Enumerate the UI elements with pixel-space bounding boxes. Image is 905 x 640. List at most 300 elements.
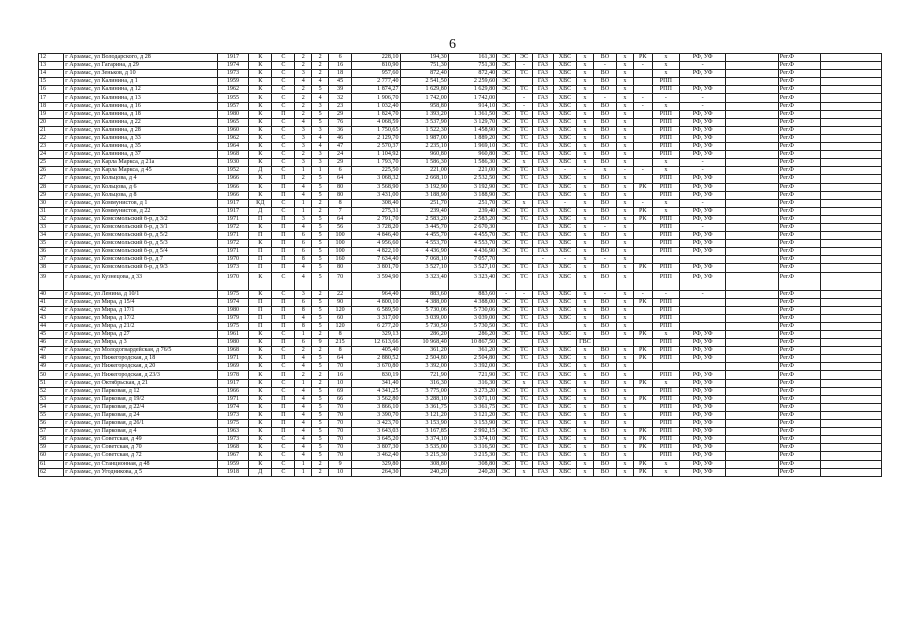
table-cell: 2 — [312, 468, 329, 476]
table-cell: х — [577, 151, 594, 159]
table-cell: К — [249, 223, 272, 231]
table-cell: 2 — [295, 371, 312, 379]
table-cell: ТС — [516, 298, 533, 306]
table-cell: х — [616, 347, 633, 355]
table-cell: ГАЗ — [532, 272, 553, 290]
table-cell — [633, 70, 652, 78]
table-cell: Рег.Ф — [778, 322, 820, 330]
table-row — [39, 240, 882, 248]
table-cell: 53 — [39, 395, 64, 403]
table-cell: ГАЗ — [532, 232, 553, 240]
table-cell: ВО — [593, 420, 616, 428]
table-cell: 5 — [312, 240, 329, 248]
table-cell: ГАЗ — [532, 78, 553, 86]
table-cell: х — [616, 264, 633, 272]
table-cell: ВО — [593, 54, 616, 62]
table-cell: К — [249, 159, 272, 167]
table-cell — [497, 94, 516, 102]
table-cell: ВО — [593, 272, 616, 290]
table-cell: К — [249, 428, 272, 436]
table-cell: ВО — [593, 143, 616, 151]
table-cell — [820, 272, 881, 290]
table-cell: 40 — [39, 290, 64, 298]
table-cell: 42 — [39, 306, 64, 314]
table-cell: РПП — [652, 420, 679, 428]
table-cell: 5 — [312, 110, 329, 118]
table-cell: 1 629,80 — [448, 86, 496, 94]
table-cell: К — [249, 94, 272, 102]
table-cell: 3 323,40 — [448, 272, 496, 290]
table-cell: 1 874,27 — [352, 86, 400, 94]
table-cell: ТС — [516, 371, 533, 379]
table-cell: 4 — [295, 411, 312, 419]
table-cell: ГАЗ — [532, 314, 553, 322]
table-cell: ЭС — [497, 411, 516, 419]
table-cell: 957,60 — [352, 70, 400, 78]
table-cell: 4 — [295, 191, 312, 199]
table-cell — [726, 159, 779, 167]
table-cell: Рег.Ф — [778, 395, 820, 403]
table-cell: РК — [633, 183, 652, 191]
table-cell: 4 — [295, 363, 312, 371]
table-cell: - — [593, 290, 616, 298]
table-row — [39, 256, 882, 264]
table-cell: Рег.Ф — [778, 183, 820, 191]
table-cell — [726, 290, 779, 298]
table-cell: 6 — [295, 298, 312, 306]
table-cell: х — [577, 322, 594, 330]
table-cell: РПП — [652, 232, 679, 240]
table-cell: х — [577, 298, 594, 306]
table-cell: г Арзамас, ул Советская, д 72 — [64, 452, 217, 460]
table-cell — [633, 339, 652, 347]
table-cell — [726, 379, 779, 387]
table-cell: 5 — [312, 420, 329, 428]
table-cell: РФ, УФ — [680, 355, 726, 363]
table-cell: ЭС — [497, 444, 516, 452]
table-cell: П — [272, 411, 295, 419]
table-cell: 21 — [39, 126, 64, 134]
table-cell: ГАЗ — [532, 94, 553, 102]
table-cell: С — [272, 151, 295, 159]
table-cell: 1955 — [217, 94, 249, 102]
table-cell: - — [516, 62, 533, 70]
table-cell: С — [272, 54, 295, 62]
table-cell: ЭС — [497, 102, 516, 110]
table-cell: ВО — [593, 151, 616, 159]
table-cell: 5 — [312, 298, 329, 306]
table-cell: ТС — [516, 460, 533, 468]
table-cell: 316,30 — [448, 379, 496, 387]
table-cell: - — [680, 94, 726, 102]
table-cell — [820, 62, 881, 70]
table-cell: х — [616, 94, 633, 102]
table-cell: ХВС — [553, 436, 576, 444]
table-cell: С — [272, 207, 295, 215]
table-cell: х — [616, 215, 633, 223]
table-cell: РК — [633, 331, 652, 339]
table-cell: 1 — [312, 167, 329, 175]
table-cell: РПП — [652, 183, 679, 191]
table-cell: ЭС — [497, 70, 516, 78]
table-cell: ГАЗ — [532, 436, 553, 444]
table-cell: С — [272, 159, 295, 167]
table-cell: ГАЗ — [532, 54, 553, 62]
table-cell: х — [616, 371, 633, 379]
table-cell: 5 — [312, 363, 329, 371]
table-cell: х — [577, 175, 594, 183]
table-cell: 1963 — [217, 428, 249, 436]
table-cell: 39 — [329, 86, 352, 94]
table-cell: ГАЗ — [532, 118, 553, 126]
table-cell: С — [272, 78, 295, 86]
table-cell: 2 668,10 — [400, 175, 448, 183]
table-cell — [553, 339, 576, 347]
table-cell — [633, 256, 652, 264]
table-cell: РК — [633, 436, 652, 444]
table-cell: ТС — [516, 167, 533, 175]
table-row — [39, 355, 882, 363]
table-cell: ХВС — [553, 126, 576, 134]
table-cell: 4 — [312, 143, 329, 151]
table-cell: ГАЗ — [532, 420, 553, 428]
table-cell: г Арзамас, ул Кольцова, д 8 — [64, 191, 217, 199]
table-cell: 194,30 — [400, 54, 448, 62]
table-cell: 2 — [295, 110, 312, 118]
table-cell: 1 — [295, 331, 312, 339]
table-cell: РПП — [652, 428, 679, 436]
table-cell: х — [577, 223, 594, 231]
table-cell: ЭС — [497, 322, 516, 330]
table-row — [39, 322, 882, 330]
table-cell: 4 388,00 — [448, 298, 496, 306]
table-cell: ГАЗ — [532, 248, 553, 256]
table-cell: ГАЗ — [532, 191, 553, 199]
table-cell — [726, 355, 779, 363]
table-cell: ХВС — [553, 143, 576, 151]
table-cell: х — [616, 420, 633, 428]
table-cell: 1 586,30 — [400, 159, 448, 167]
table-cell: П — [272, 355, 295, 363]
table-cell: г Арзамас, ул Парковая, д 4 — [64, 428, 217, 436]
table-cell: ЭС — [497, 151, 516, 159]
table-cell: г Арзамас, ул Калинина, д 12 — [64, 86, 217, 94]
table-cell: ХВС — [553, 207, 576, 215]
table-cell: 35 — [39, 240, 64, 248]
table-cell: РПП — [652, 347, 679, 355]
table-cell: 1968 — [217, 444, 249, 452]
table-cell: 24 — [329, 151, 352, 159]
table-cell: 1917 — [217, 207, 249, 215]
table-cell: х — [577, 256, 594, 264]
table-cell: х — [616, 436, 633, 444]
table-cell: РФ, УФ — [680, 339, 726, 347]
table-cell: РФ, УФ — [680, 86, 726, 94]
table-cell: ГАЗ — [532, 134, 553, 142]
table-cell — [726, 248, 779, 256]
table-cell: 1974 — [217, 62, 249, 70]
table-cell: 3 423,70 — [352, 420, 400, 428]
table-cell: 8 — [329, 331, 352, 339]
table-cell: - — [680, 167, 726, 175]
table-cell: 2 235,10 — [400, 143, 448, 151]
table-cell: 2 — [312, 62, 329, 70]
table-cell: 80 — [329, 264, 352, 272]
table-cell — [516, 223, 533, 231]
table-cell: ГАЗ — [532, 70, 553, 78]
table-cell: 3 537,90 — [400, 118, 448, 126]
table-cell: х — [616, 199, 633, 207]
table-cell — [726, 436, 779, 444]
table-cell: г Арзамас, ул Гагарина, д 29 — [64, 62, 217, 70]
table-cell: х — [577, 232, 594, 240]
table-cell: х — [577, 347, 594, 355]
table-cell: - — [553, 167, 576, 175]
table-cell: 3 562,80 — [352, 395, 400, 403]
table-cell — [726, 256, 779, 264]
table-cell: РПП — [652, 151, 679, 159]
table-cell: 1971 — [217, 248, 249, 256]
table-cell: П — [249, 298, 272, 306]
table-cell: 38 — [39, 264, 64, 272]
table-cell: РК — [633, 379, 652, 387]
table-cell: 1917 — [217, 54, 249, 62]
table-cell: г Арзамас, ул Комсомольский б-р, д 7 — [64, 256, 217, 264]
table-cell: ЭС — [497, 371, 516, 379]
table-cell: ХВС — [553, 371, 576, 379]
table-cell: ТС — [516, 306, 533, 314]
table-cell: П — [272, 264, 295, 272]
table-cell: РФ, УФ — [680, 468, 726, 476]
table-cell — [633, 151, 652, 159]
table-row — [39, 62, 882, 70]
table-cell: П — [272, 395, 295, 403]
table-cell: ВО — [593, 159, 616, 167]
table-cell: 3 121,20 — [400, 411, 448, 419]
table-cell: г Арзамас, ул Зеньков, д 10 — [64, 70, 217, 78]
table-cell: 2 504,80 — [400, 355, 448, 363]
table-cell: ТС — [516, 86, 533, 94]
table-row — [39, 403, 882, 411]
table-cell: 2 — [295, 94, 312, 102]
table-cell: 14 — [39, 70, 64, 78]
table-cell: РПП — [652, 223, 679, 231]
table-cell: 4 — [312, 78, 329, 86]
table-cell: П — [249, 306, 272, 314]
table-cell: 4 — [312, 94, 329, 102]
table-cell — [633, 86, 652, 94]
table-cell: 2 — [295, 175, 312, 183]
table-cell: ВО — [593, 322, 616, 330]
table-cell — [820, 395, 881, 403]
table-cell: 76 — [329, 118, 352, 126]
table-cell: 1962 — [217, 86, 249, 94]
table-cell: 1966 — [217, 191, 249, 199]
table-row — [39, 444, 882, 452]
table-cell — [726, 102, 779, 110]
table-cell: РФ, УФ — [680, 452, 726, 460]
table-cell: - — [593, 256, 616, 264]
table-cell: С — [272, 452, 295, 460]
table-cell — [726, 240, 779, 248]
table-cell: 264,30 — [352, 468, 400, 476]
table-cell: ЭС — [497, 199, 516, 207]
table-cell: 239,40 — [400, 207, 448, 215]
table-cell — [726, 54, 779, 62]
table-cell: ХВС — [553, 395, 576, 403]
table-cell: 1970 — [217, 256, 249, 264]
table-cell: ГАЗ — [532, 371, 553, 379]
table-cell: г Арзамас, ул Комсомольский б-р, д 3/1 — [64, 223, 217, 231]
table-cell: х — [652, 331, 679, 339]
table-cell: 2 570,37 — [352, 143, 400, 151]
table-cell: ЭС — [497, 395, 516, 403]
table-cell — [680, 322, 726, 330]
table-cell: х — [616, 314, 633, 322]
table-cell: 25 — [39, 159, 64, 167]
table-cell: 43 — [39, 314, 64, 322]
table-cell — [820, 444, 881, 452]
table-cell: 5 — [312, 436, 329, 444]
table-cell: 2 — [295, 347, 312, 355]
table-cell — [726, 232, 779, 240]
table-cell: ГАЗ — [532, 347, 553, 355]
table-cell: 2 — [312, 331, 329, 339]
table-cell: ВО — [593, 110, 616, 118]
table-cell: - — [680, 199, 726, 207]
table-cell: х — [616, 363, 633, 371]
table-cell: С — [272, 126, 295, 134]
table-cell: х — [577, 126, 594, 134]
table-cell — [820, 248, 881, 256]
table-cell — [680, 78, 726, 86]
table-cell: 5 — [312, 314, 329, 322]
table-cell: РФ, УФ — [680, 420, 726, 428]
table-cell: г Арзамас, ул Карла Маркса, д 45 — [64, 167, 217, 175]
table-cell: - — [532, 256, 553, 264]
table-cell: 1971 — [217, 395, 249, 403]
table-cell: Д — [249, 207, 272, 215]
table-cell: ЭС — [497, 403, 516, 411]
table-cell: ЭС — [497, 248, 516, 256]
table-cell: 5 — [312, 452, 329, 460]
table-cell: 2 791,70 — [352, 215, 400, 223]
table-cell: РК — [633, 428, 652, 436]
table-cell: 1957 — [217, 102, 249, 110]
table-row — [39, 126, 882, 134]
table-cell: ВО — [593, 371, 616, 379]
table-cell: РПП — [652, 436, 679, 444]
table-cell: ВО — [593, 126, 616, 134]
table-cell: х — [577, 199, 594, 207]
table-cell — [633, 371, 652, 379]
table-cell: ЭС — [497, 452, 516, 460]
table-cell — [680, 306, 726, 314]
table-cell: ЭС — [497, 134, 516, 142]
table-cell: х — [616, 379, 633, 387]
table-cell: 1968 — [217, 347, 249, 355]
table-cell: 62 — [39, 468, 64, 476]
table-cell: ХВС — [553, 264, 576, 272]
table-cell: х — [577, 159, 594, 167]
table-cell — [820, 118, 881, 126]
table-cell — [633, 272, 652, 290]
table-cell: 4 — [295, 428, 312, 436]
table-cell: 1975 — [217, 420, 249, 428]
table-cell: ЭС — [497, 175, 516, 183]
table-cell: ЭС — [497, 118, 516, 126]
table-cell: ВО — [593, 306, 616, 314]
table-cell: Рег.Ф — [778, 248, 820, 256]
table-cell: 17 — [39, 94, 64, 102]
housing-register-table — [38, 53, 882, 477]
table-cell — [726, 444, 779, 452]
table-cell: ЭС — [497, 379, 516, 387]
table-cell: 3 801,70 — [352, 264, 400, 272]
table-cell: х — [616, 428, 633, 436]
table-cell: 61 — [39, 460, 64, 468]
table-cell: 1973 — [217, 264, 249, 272]
table-cell: 4 — [295, 395, 312, 403]
table-cell — [726, 452, 779, 460]
table-cell: Рег.Ф — [778, 363, 820, 371]
table-cell — [726, 460, 779, 468]
table-cell: П — [272, 306, 295, 314]
table-cell — [820, 371, 881, 379]
table-cell — [820, 54, 881, 62]
table-cell: РПП — [652, 314, 679, 322]
table-cell: х — [577, 54, 594, 62]
table-cell: 13 — [39, 62, 64, 70]
table-cell: 6 277,20 — [352, 322, 400, 330]
table-cell — [633, 240, 652, 248]
table-cell — [820, 183, 881, 191]
table-cell: х — [577, 379, 594, 387]
table-cell: 5 730,06 — [400, 306, 448, 314]
table-cell: 810,90 — [352, 62, 400, 70]
table-cell: 3 — [295, 126, 312, 134]
table-cell: ГАЗ — [532, 460, 553, 468]
table-cell: 5 — [312, 215, 329, 223]
table-cell — [726, 420, 779, 428]
table-cell: 1 — [295, 167, 312, 175]
table-cell: ХВС — [553, 248, 576, 256]
table-cell — [820, 363, 881, 371]
table-cell: 32 — [39, 215, 64, 223]
table-cell — [726, 403, 779, 411]
table-cell: - — [516, 94, 533, 102]
table-cell: 29 — [329, 110, 352, 118]
table-cell: ТС — [516, 444, 533, 452]
table-cell: 3 374,10 — [448, 436, 496, 444]
table-cell — [820, 468, 881, 476]
table-cell: - — [616, 167, 633, 175]
table-cell: П — [272, 223, 295, 231]
table-cell: х — [593, 167, 616, 175]
table-cell: г Арзамас, ул Комсомольский б-р, д 5/4 — [64, 248, 217, 256]
table-cell: П — [272, 371, 295, 379]
table-cell: х — [652, 70, 679, 78]
table-cell: 1 987,00 — [400, 134, 448, 142]
table-cell: х — [652, 207, 679, 215]
table-cell: г Арзамас, ул Калинина, д 18 — [64, 110, 217, 118]
table-cell: 3 — [312, 151, 329, 159]
table-cell — [726, 322, 779, 330]
table-cell — [680, 256, 726, 264]
table-cell: 4 553,70 — [448, 240, 496, 248]
table-cell: ХВС — [553, 110, 576, 118]
table-cell: х — [577, 240, 594, 248]
